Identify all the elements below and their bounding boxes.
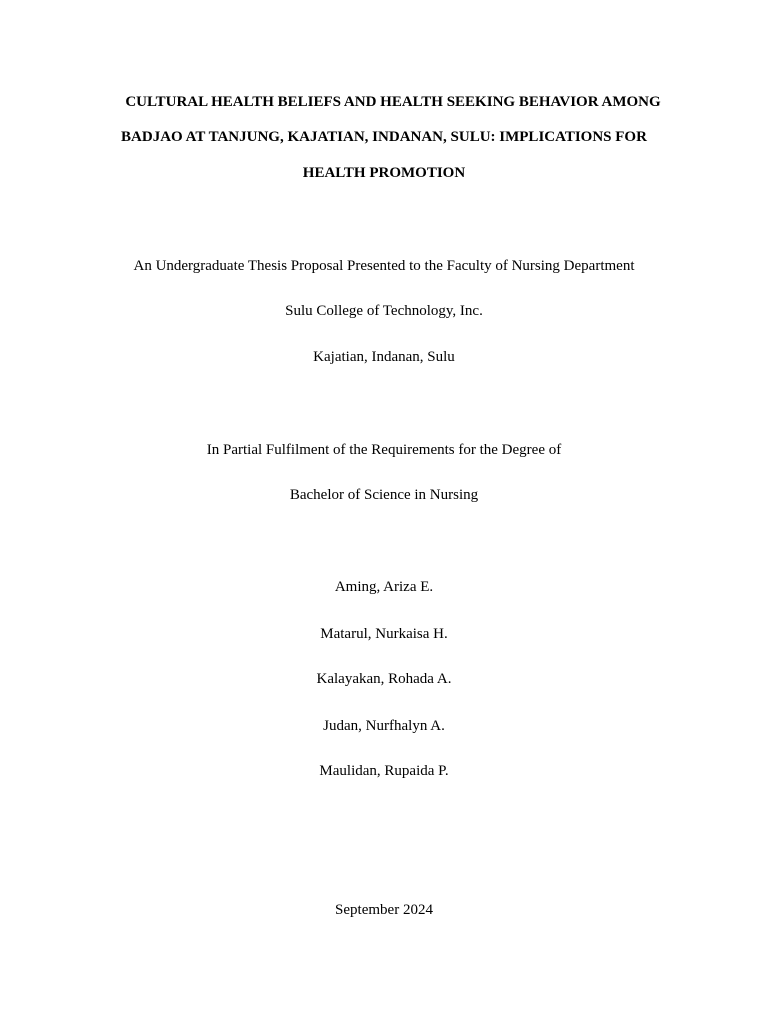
title-line-2: BADJAO AT TANJUNG, KAJATIAN, INDANAN, SULU: IMPLICATIONS FOR	[121, 129, 647, 145]
author-name: Matarul, Nurkaisa H.	[320, 626, 448, 642]
author-name: Aming, Ariza E.	[334, 579, 434, 595]
title-line-1: CULTURAL HEALTH BELIEFS AND HEALTH SEEKING BEHAVIOR AMONG	[125, 94, 661, 110]
author-name: Kalayakan, Rohada A.	[316, 671, 452, 687]
title-line-3: HEALTH PROMOTION	[302, 165, 466, 181]
submission-date: September 2024	[335, 902, 433, 918]
author-name: Judan, Nurfhalyn A.	[323, 718, 445, 734]
institution-name: Sulu College of Technology, Inc.	[285, 303, 483, 319]
degree-name: Bachelor of Science in Nursing	[289, 487, 479, 503]
requirement-statement: In Partial Fulfilment of the Requirements for the Degree of	[206, 442, 562, 458]
presentation-statement: An Undergraduate Thesis Proposal Presented to the Faculty of Nursing Department	[133, 258, 635, 274]
institution-location: Kajatian, Indanan, Sulu	[313, 349, 455, 365]
author-name: Maulidan, Rupaida P.	[319, 763, 449, 779]
